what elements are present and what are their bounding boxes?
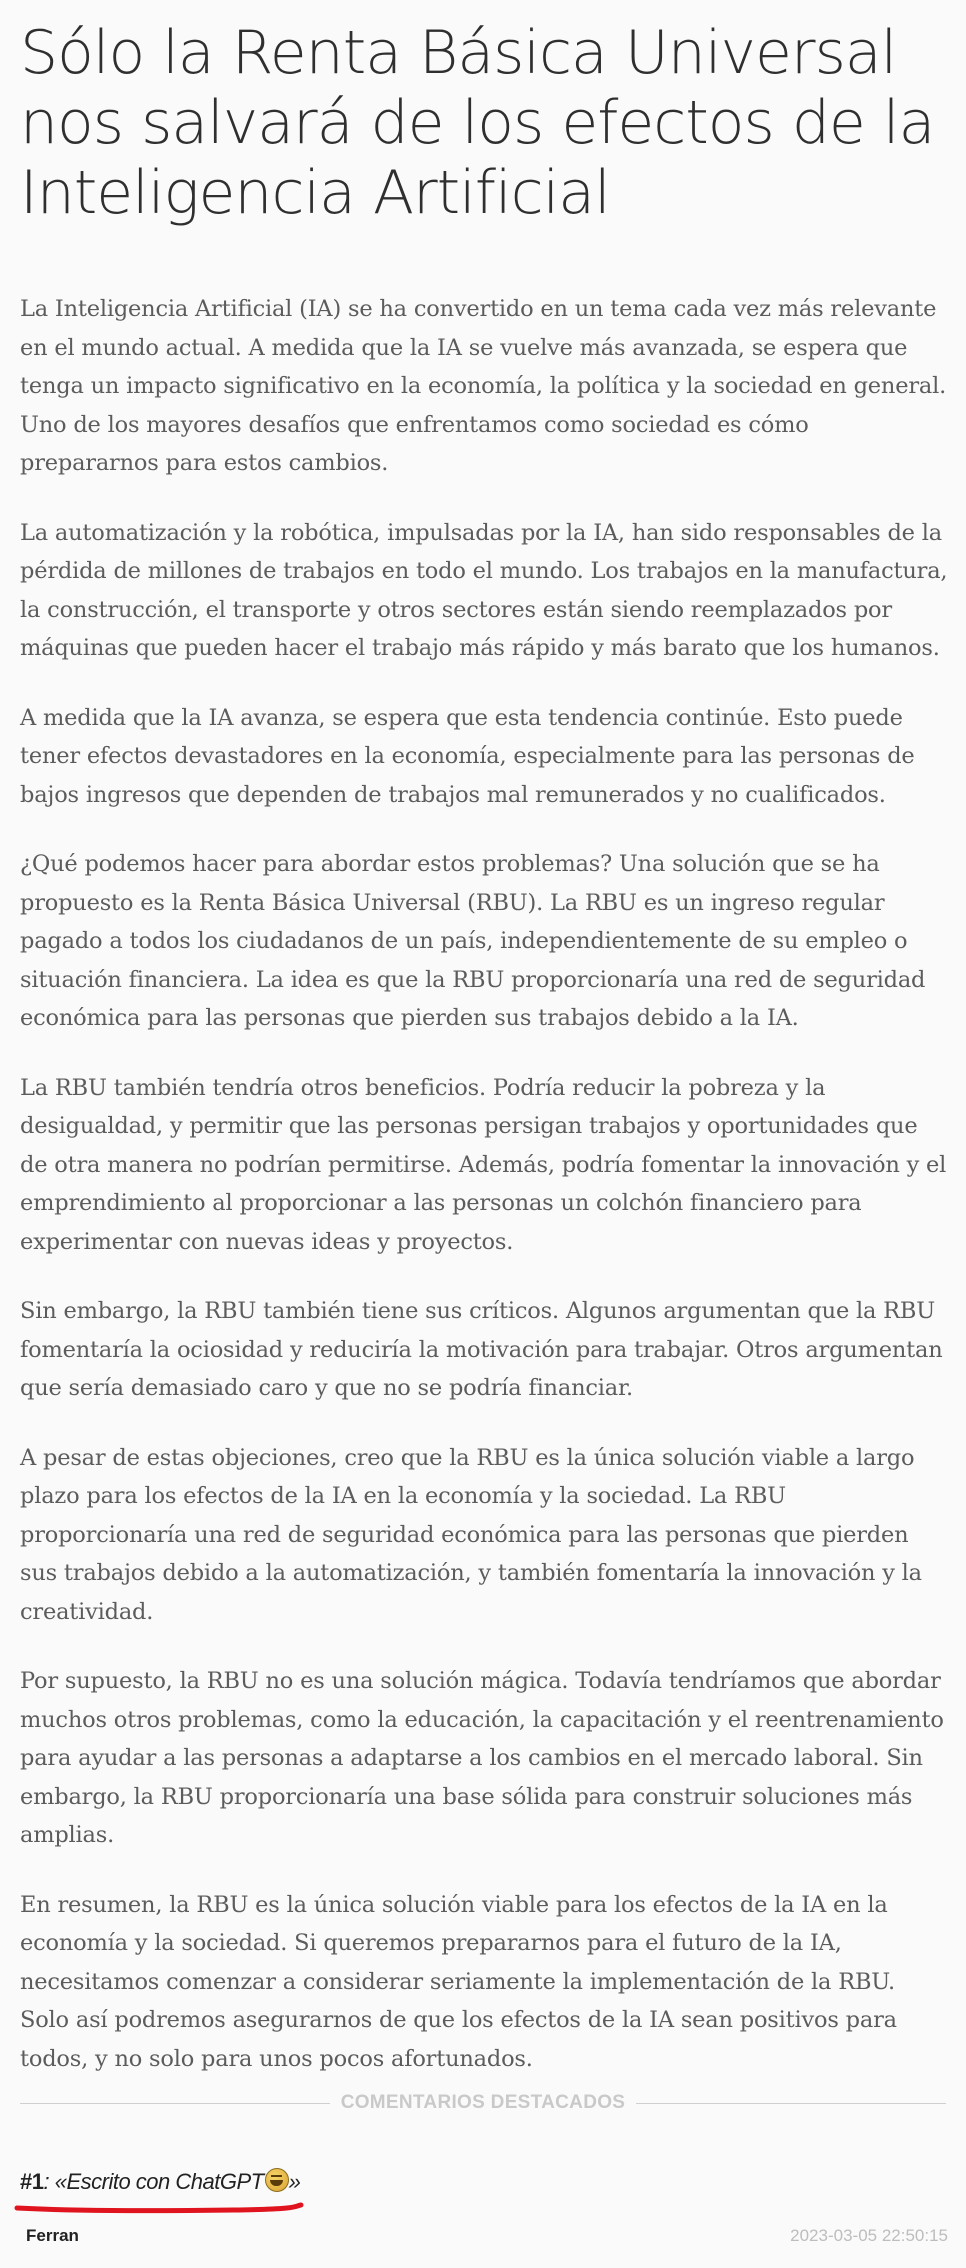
article-paragraph: Por supuesto, la RBU no es una solución mágica. Todavía tendríamos que abordar muchos otros problemas, como la educación, la capacitación y el reentrenamiento para ayudar a las personas a adaptarse a los cambios en el mercado laboral. Sin embargo, la RBU proporcionaría una base sólida para construir soluciones más amplias. (20, 1668, 944, 1848)
article-paragraph: En resumen, la RBU es la única solución viable para los efectos de la IA en la economía y la sociedad. Si queremos prepararnos para el futuro de la IA, necesitamos comenzar a considerar seriamente la implementación de la RBU. Solo así podremos asegurarnos de que los efectos de la IA sean positivos para todos, y no solo para unos pocos afortunados. (20, 1891, 897, 2072)
article-paragraph: La Inteligencia Artificial (IA) se ha convertido en un tema cada vez más relevante en el mundo actual. A medida que la IA se vuelve más avanzada, se espera que tenga un impacto significativo en la economía, la política y la sociedad en general. Uno de los mayores desafíos que enfrentamos como sociedad es cómo prepararnos para estos cambios. (20, 296, 947, 476)
article-paragraph: ¿Qué podemos hacer para abordar estos problemas? Una solución que se ha propuesto es la Renta Básica Universal (RBU). La RBU es un ingreso regular pagado a todos los ciudadanos de un país, independientemente de su empleo o situación financiera. La idea es que la RBU proporcionaría una red de seguridad económica para las personas que pierden sus trabajos debido a la IA. (20, 851, 926, 1031)
article-paragraph: Sin embargo, la RBU también tiene sus críticos. Algunos argumentan que la RBU fomentaría la ociosidad y reduciría la motivación para trabajar. Otros argumentan que sería demasiado caro y que no se podría financiar. (20, 1298, 943, 1401)
comment-author[interactable]: Ferran (26, 2226, 79, 2245)
divider-line-right (636, 2103, 946, 2104)
comment-date: 2023-03-05 22:50:15 (790, 2226, 948, 2245)
comment-text-end: » (288, 2169, 301, 2194)
article-paragraph: La RBU también tendría otros beneficios. Podría reducir la pobreza y la desigualdad, y permitir que las personas persigan trabajos y oportunidades que de otra manera no podrían permitirse. Además, podría fomentar la innovación y el emprendimiento al proporcionar a las personas un colchón financiero para experimentar con nuevas ideas y proyectos. (20, 1074, 947, 1255)
article-paragraph: La automatización y la robótica, impulsadas por la IA, han sido responsables de la pérdida de millones de trabajos en todo el mundo. Los trabajos en la manufactura, la construcción, el transporte y otros sectores están siendo reemplazados por máquinas que pueden hacer el trabajo más rápido y más barato que los humanos. (20, 519, 948, 661)
comments-section-divider (20, 2092, 946, 2114)
article-title: Sólo la Renta Básica Universal nos salvará de los efectos de la Inteligencia Artificial (20, 18, 935, 228)
red-underline-annotation (14, 2200, 304, 2214)
article-paragraph: A medida que la IA avanza, se espera que esta tendencia continúe. Esto puede tener efectos devastadores en la economía, especialmente para las personas de bajos ingresos que dependen de trabajos mal remunerados y no cualificados. (20, 704, 915, 808)
article-paragraph: A pesar de estas objeciones, creo que la RBU es la única solución viable a largo plazo para los efectos de la IA en la economía y la sociedad. La RBU proporcionaría una red de seguridad económica para las personas que pierden sus trabajos debido a la automatización, y también fomentaría la innovación y la creatividad. (20, 1444, 922, 1625)
grinning-face-with-sweat-icon (265, 2168, 289, 2192)
comment-separator: : (43, 2169, 55, 2194)
comment-text: «Escrito con ChatGPT (54, 2169, 264, 2194)
article-body (20, 290, 950, 2109)
comments-section-label: COMENTARIOS DESTACADOS (340, 2092, 626, 2113)
comment-header[interactable] (20, 2168, 300, 2195)
comment-number: #1 (20, 2169, 44, 2194)
